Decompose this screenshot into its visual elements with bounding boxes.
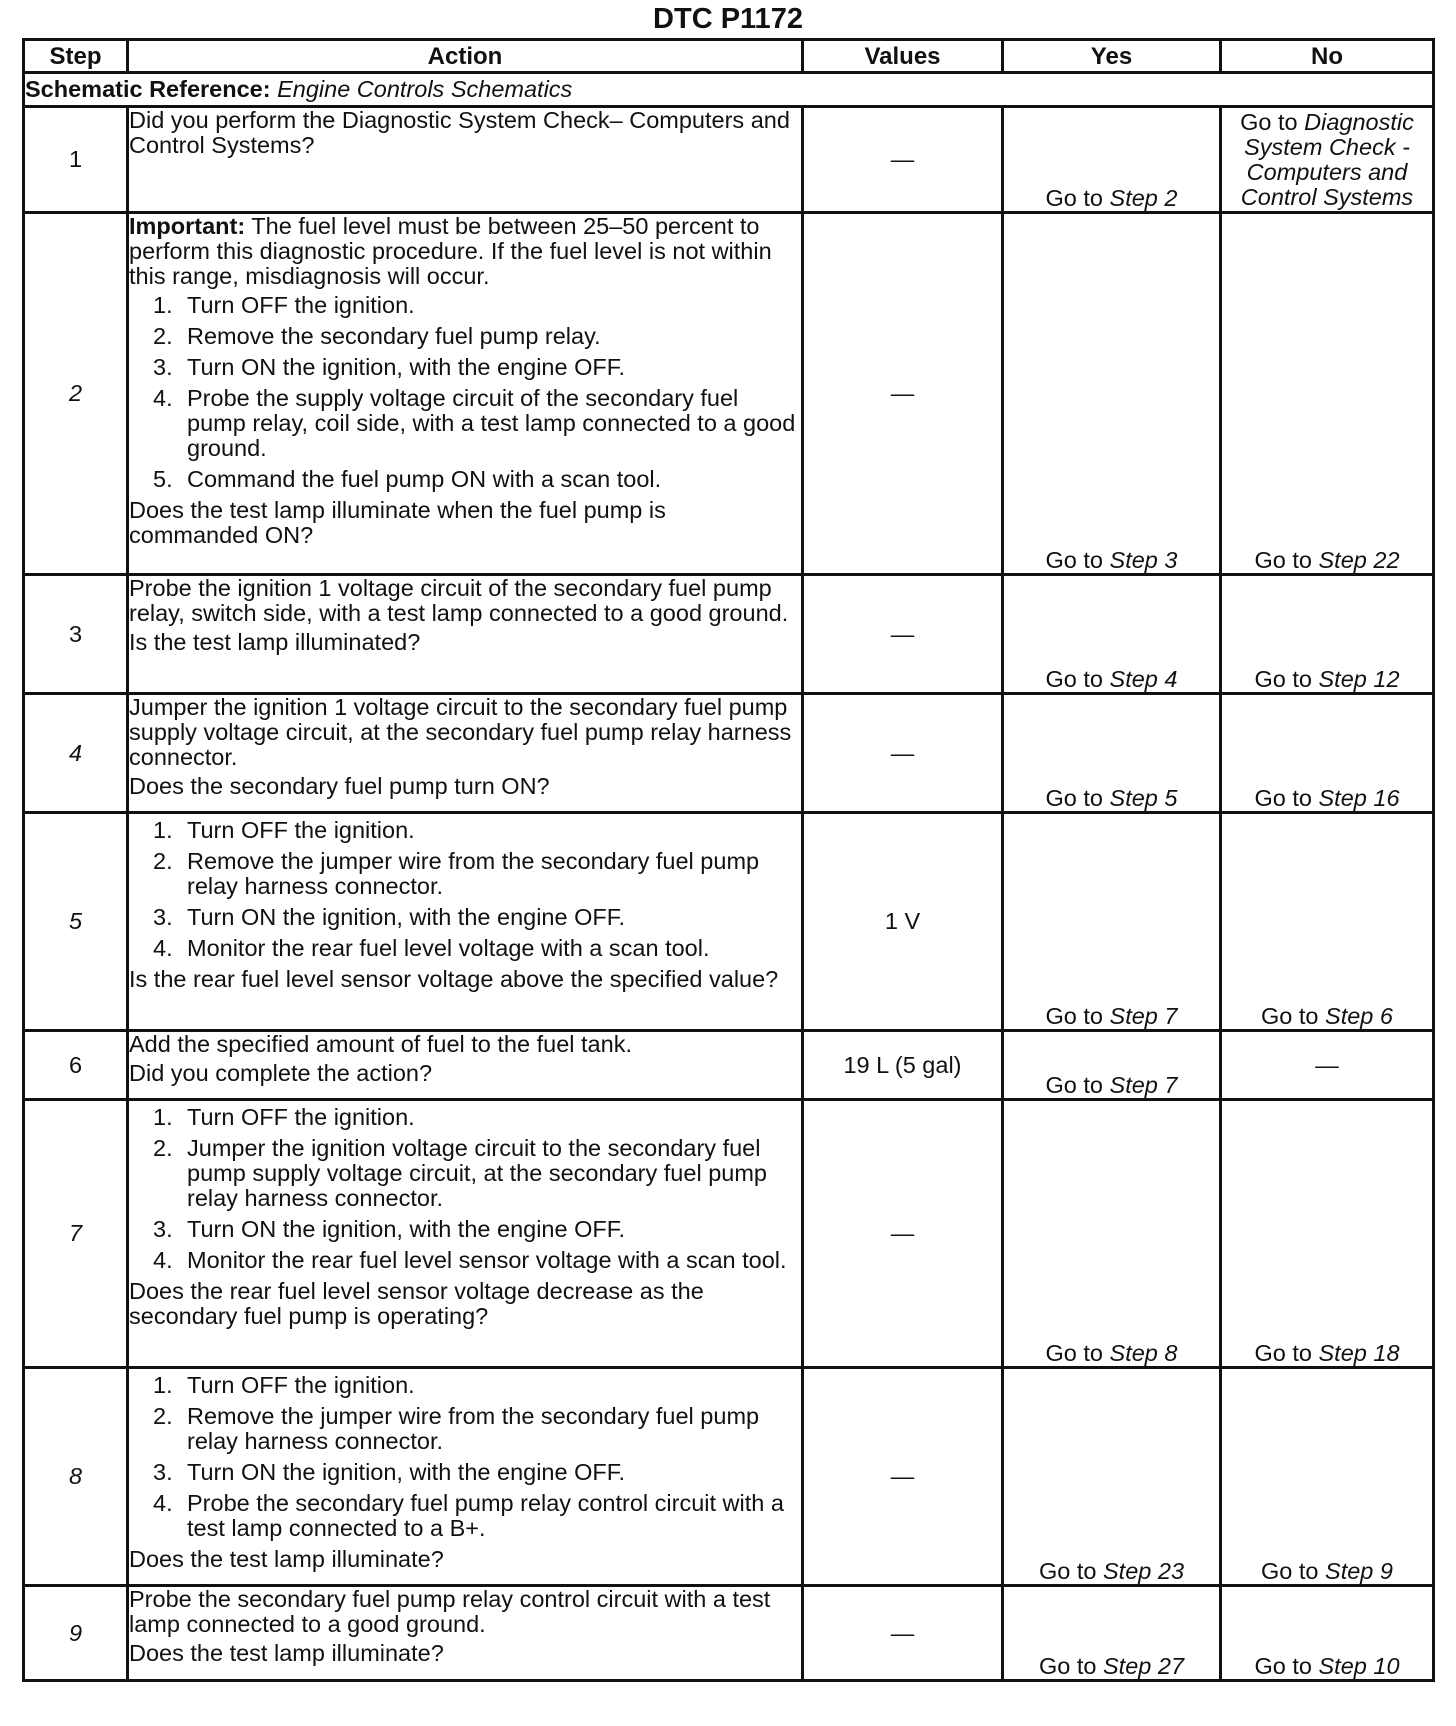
list-item-text: Turn OFF the ignition. <box>187 1104 415 1130</box>
schematic-reference <box>24 73 1434 107</box>
action-question: Does the test lamp illuminate when the fuel pump is commanded ON? <box>129 497 666 548</box>
diagnostic-table <box>22 38 1435 1682</box>
table-row <box>24 575 1434 694</box>
list-item: 4. Probe the secondary fuel pump relay control circuit with a test lamp connected to a B+. <box>153 1490 784 1541</box>
goto-label: Go to <box>1261 1003 1319 1029</box>
goto-label: Go to <box>1254 785 1312 811</box>
no-cell[interactable] <box>1221 575 1434 694</box>
yes-step-link[interactable]: Step 8 <box>1109 1340 1178 1366</box>
step-number: 9 <box>24 1586 128 1681</box>
list-item: 4. Monitor the rear fuel level sensor voltage with a scan tool. <box>153 1247 787 1273</box>
list-item-text: Turn OFF the ignition. <box>187 1372 415 1398</box>
goto-label: Go to <box>1254 1340 1312 1366</box>
no-cell[interactable] <box>1221 1100 1434 1368</box>
yes-cell[interactable] <box>1003 1031 1221 1100</box>
no-step-link[interactable]: Step 22 <box>1318 547 1400 573</box>
action-question: Is the test lamp illuminated? <box>129 629 421 655</box>
value-cell: — <box>803 107 1003 213</box>
goto-label: Go to <box>1038 1558 1097 1584</box>
table-row <box>24 694 1434 813</box>
list-item-text: Command the fuel pump ON with a scan tool. <box>187 466 662 492</box>
no-cell: — <box>1221 1031 1434 1100</box>
yes-cell[interactable] <box>1003 1100 1221 1368</box>
action-text: Probe the ignition 1 voltage circuit of the secondary fuel pump relay, switch side, with a test lamp connected to a good ground. <box>129 575 789 626</box>
table-row <box>24 213 1434 575</box>
step-number: 1 <box>24 107 128 213</box>
goto-label: Go to <box>1045 185 1103 211</box>
yes-step-link[interactable]: Step 27 <box>1103 1653 1185 1679</box>
header-row <box>24 40 1434 73</box>
list-item: 3. Turn ON the ignition, with the engine OFF. <box>153 1216 626 1242</box>
list-item: 2. Remove the jumper wire from the secondary fuel pump relay harness connector. <box>153 1403 760 1454</box>
header-step: Step <box>24 40 128 73</box>
value-cell: — <box>803 1368 1003 1586</box>
list-item-text: Monitor the rear fuel level sensor voltage with a scan tool. <box>187 1247 787 1273</box>
schematic-label: Schematic Reference: <box>25 76 271 102</box>
list-item: 1. Turn OFF the ignition. <box>153 1104 415 1130</box>
action-cell <box>128 1100 803 1368</box>
action-cell <box>128 107 803 213</box>
no-step-link[interactable]: Step 16 <box>1318 785 1400 811</box>
value-cell: — <box>803 1100 1003 1368</box>
action-cell <box>128 213 803 575</box>
procedure-list <box>129 293 801 492</box>
yes-step-link[interactable]: Step 7 <box>1109 1072 1178 1098</box>
yes-cell[interactable] <box>1003 694 1221 813</box>
yes-cell[interactable] <box>1003 813 1221 1031</box>
important-text: The fuel level must be between 25–50 percent to perform this diagnostic procedure. If the fuel level is not within this range, misdiagnosis will occur. <box>129 213 772 289</box>
goto-label: Go to <box>1261 1558 1319 1584</box>
goto-label: Go to <box>1045 547 1103 573</box>
step-number: 5 <box>24 813 128 1031</box>
step-number: 7 <box>24 1100 128 1368</box>
list-item: 1. Turn OFF the ignition. <box>153 292 415 318</box>
list-item: 3. Turn ON the ignition, with the engine OFF. <box>153 1459 626 1485</box>
goto-label: Go to <box>1045 1072 1103 1098</box>
goto-label: Go to <box>1038 1653 1097 1679</box>
goto-label: Go to <box>1254 547 1312 573</box>
no-step-link[interactable]: Step 6 <box>1325 1003 1393 1029</box>
list-item-text: Turn OFF the ignition. <box>187 292 415 318</box>
list-item: 3. Turn ON the ignition, with the engine OFF. <box>153 904 626 930</box>
action-question: Does the test lamp illuminate? <box>129 1546 444 1572</box>
value-cell: — <box>803 1586 1003 1681</box>
yes-step-link[interactable]: Step 7 <box>1109 1003 1178 1029</box>
list-item: 1. Turn OFF the ignition. <box>153 1372 415 1398</box>
no-step-link[interactable]: Diagnostic System Check - Computers and Control Systems <box>1240 109 1414 210</box>
header-no: No <box>1221 40 1434 73</box>
list-item-text: Remove the jumper wire from the secondary fuel pump relay harness connector. <box>187 1403 760 1454</box>
no-step-link[interactable]: Step 9 <box>1325 1558 1393 1584</box>
schematic-link[interactable]: Engine Controls Schematics <box>277 76 573 102</box>
goto-label: Go to <box>1254 1653 1312 1679</box>
header-values: Values <box>803 40 1003 73</box>
table-row <box>24 1031 1434 1100</box>
yes-step-link[interactable]: Step 2 <box>1109 185 1178 211</box>
no-cell[interactable] <box>1221 1368 1434 1586</box>
list-item: 4. Monitor the rear fuel level voltage with a scan tool. <box>153 935 710 961</box>
list-item: 2. Remove the jumper wire from the secondary fuel pump relay harness connector. <box>153 848 760 899</box>
no-step-link[interactable]: Step 12 <box>1318 666 1400 692</box>
list-item-text: Monitor the rear fuel level voltage with a scan tool. <box>187 935 710 961</box>
table-row <box>24 1100 1434 1368</box>
action-text: Did you perform the Diagnostic System Check– Computers and Control Systems? <box>129 107 790 158</box>
list-item-text: Turn OFF the ignition. <box>187 817 415 843</box>
value-cell: — <box>803 694 1003 813</box>
important-label: Important: <box>129 213 246 239</box>
value-cell: — <box>803 575 1003 694</box>
goto-label: Go to <box>1240 109 1298 135</box>
value-cell: — <box>803 213 1003 575</box>
yes-step-link[interactable]: Step 23 <box>1103 1558 1185 1584</box>
action-cell <box>128 813 803 1031</box>
action-cell <box>128 694 803 813</box>
action-cell <box>128 1031 803 1100</box>
goto-label: Go to <box>1045 1340 1103 1366</box>
step-number: 4 <box>24 694 128 813</box>
list-item-text: Turn ON the ignition, with the engine OFF. <box>187 904 626 930</box>
header-yes: Yes <box>1003 40 1221 73</box>
no-step-link[interactable]: Step 10 <box>1318 1653 1400 1679</box>
procedure-list <box>129 1373 801 1541</box>
yes-cell[interactable] <box>1003 1368 1221 1586</box>
no-cell[interactable] <box>1221 107 1434 213</box>
yes-cell[interactable] <box>1003 1586 1221 1681</box>
list-item-text: Probe the supply voltage circuit of the secondary fuel pump relay, coil side, with a test lamp connected to a good ground. <box>187 385 796 461</box>
yes-cell[interactable] <box>1003 213 1221 575</box>
goto-label: Go to <box>1045 785 1103 811</box>
schematic-row <box>24 73 1434 107</box>
action-text: Jumper the ignition 1 voltage circuit to the secondary fuel pump supply voltage circuit, at the secondary fuel pump relay harness connector. <box>129 694 792 770</box>
list-item: 5. Command the fuel pump ON with a scan tool. <box>153 466 662 492</box>
action-text: Add the specified amount of fuel to the fuel tank. <box>129 1031 632 1057</box>
action-question: Is the rear fuel level sensor voltage above the specified value? <box>129 966 779 992</box>
list-item: 1. Turn OFF the ignition. <box>153 817 415 843</box>
list-item: 3. Turn ON the ignition, with the engine OFF. <box>153 354 626 380</box>
action-question: Does the test lamp illuminate? <box>129 1640 444 1666</box>
list-item-text: Remove the jumper wire from the secondary fuel pump relay harness connector. <box>187 848 760 899</box>
list-item: 2. Remove the secondary fuel pump relay. <box>153 323 601 349</box>
list-item-text: Turn ON the ignition, with the engine OFF. <box>187 1459 626 1485</box>
table-row <box>24 813 1434 1031</box>
list-item-text: Jumper the ignition voltage circuit to the secondary fuel pump supply voltage circuit, at the secondary fuel pump relay harness connector. <box>187 1135 767 1211</box>
action-question: Did you complete the action? <box>129 1060 433 1086</box>
procedure-list <box>129 818 801 961</box>
step-number: 6 <box>24 1031 128 1100</box>
yes-cell[interactable] <box>1003 107 1221 213</box>
yes-step-link[interactable]: Step 5 <box>1109 785 1178 811</box>
action-question: Does the secondary fuel pump turn ON? <box>129 773 550 799</box>
procedure-list <box>129 1105 801 1273</box>
step-number: 8 <box>24 1368 128 1586</box>
action-cell <box>128 575 803 694</box>
important-note <box>129 214 801 289</box>
action-question: Does the rear fuel level sensor voltage decrease as the secondary fuel pump is operating? <box>129 1278 704 1329</box>
list-item: 2. Jumper the ignition voltage circuit to the secondary fuel pump supply voltage circuit, at the secondary fuel pump relay harness connector. <box>153 1135 767 1211</box>
table-row <box>24 1368 1434 1586</box>
goto-label: Go to <box>1045 1003 1103 1029</box>
header-action: Action <box>128 40 803 73</box>
yes-cell[interactable] <box>1003 575 1221 694</box>
no-cell[interactable] <box>1221 694 1434 813</box>
list-item-text: Remove the secondary fuel pump relay. <box>187 323 601 349</box>
action-cell <box>128 1586 803 1681</box>
no-cell[interactable] <box>1221 813 1434 1031</box>
value-cell: 1 V <box>803 813 1003 1031</box>
no-step-link[interactable]: Step 18 <box>1318 1340 1400 1366</box>
goto-label: Go to <box>1045 666 1103 692</box>
step-number: 3 <box>24 575 128 694</box>
step-number: 2 <box>24 213 128 575</box>
list-item-text: Turn ON the ignition, with the engine OFF. <box>187 1216 626 1242</box>
no-cell[interactable] <box>1221 213 1434 575</box>
no-cell[interactable] <box>1221 1586 1434 1681</box>
yes-step-link[interactable]: Step 4 <box>1109 666 1178 692</box>
list-item: 4. Probe the supply voltage circuit of the secondary fuel pump relay, coil side, with a test lamp connected to a good ground. <box>153 385 796 461</box>
action-cell <box>128 1368 803 1586</box>
page-title: DTC P1172 <box>653 3 803 35</box>
table-row <box>24 107 1434 213</box>
action-text: Probe the secondary fuel pump relay control circuit with a test lamp connected to a good ground. <box>129 1586 771 1637</box>
list-item-text: Turn ON the ignition, with the engine OFF. <box>187 354 626 380</box>
table-row <box>24 1586 1434 1681</box>
goto-label: Go to <box>1254 666 1312 692</box>
yes-step-link[interactable]: Step 3 <box>1109 547 1178 573</box>
list-item-text: Probe the secondary fuel pump relay control circuit with a test lamp connected to a B+. <box>187 1490 784 1541</box>
value-cell: 19 L (5 gal) <box>803 1031 1003 1100</box>
